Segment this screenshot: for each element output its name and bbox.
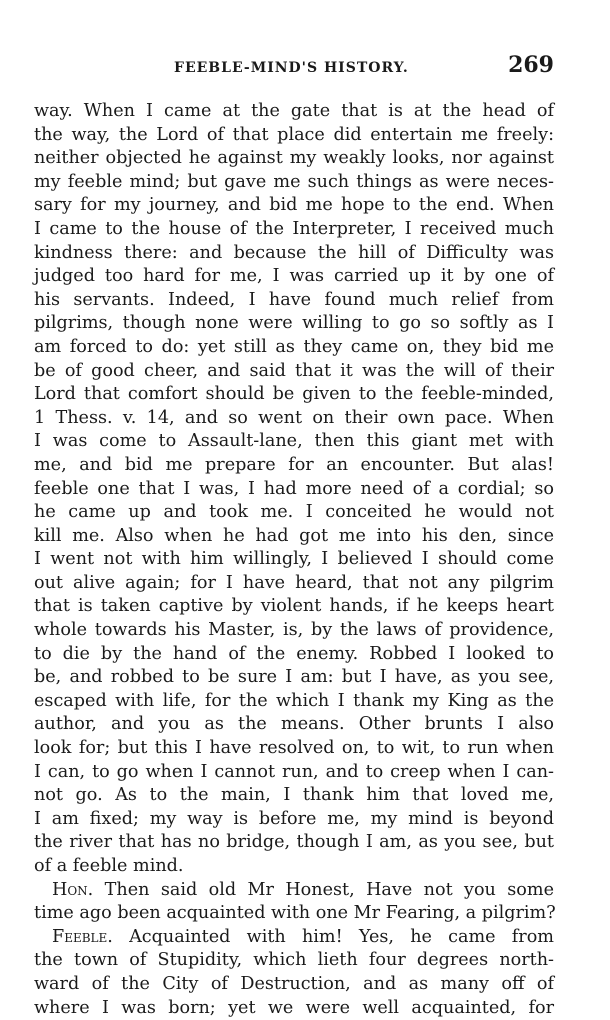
- text-line: [34, 926, 554, 950]
- line-text: the town of Stupidity, which lieth four degrees north-: [34, 950, 554, 971]
- line-text: me, and bid me prepare for an encounter. But alas!: [34, 454, 554, 475]
- text-line: [34, 407, 554, 431]
- text-line: [34, 501, 554, 525]
- line-text: where I was born; yet we were well acquainted, for: [34, 997, 554, 1018]
- text-line: [34, 147, 554, 171]
- line-text: Then said old Mr Honest, Have not you some: [93, 879, 554, 900]
- line-text: time ago been acquainted with one Mr Fearing, a pilgrim?: [34, 903, 556, 924]
- speaker-label: Hon.: [52, 879, 94, 900]
- text-line: [34, 973, 554, 997]
- text-line: [34, 430, 554, 454]
- line-text: I went not with him willingly, I believed I should come: [34, 549, 554, 570]
- text-line: [34, 666, 554, 690]
- line-text: whole towards his Master, is, by the laws of providence,: [34, 620, 554, 641]
- text-line: [34, 595, 554, 619]
- line-text: of a feeble mind.: [34, 856, 184, 876]
- line-text: out alive again; for I have heard, that not any pilgrim: [34, 572, 554, 593]
- line-text: way. When I came at the gate that is at the head of: [34, 101, 554, 121]
- line-text: author, and you as the means. Other brunts I also: [34, 714, 554, 735]
- text-line: [34, 737, 554, 761]
- line-text: I came to the house of the Interpreter, I received much: [34, 218, 554, 239]
- line-text: Acquainted with him! Yes, he came from: [112, 926, 554, 947]
- text-line: [34, 690, 554, 714]
- line-text: I am fixed; my way is before me, my mind is beyond: [34, 808, 554, 829]
- line-text: that is taken captive by violent hands, if he keeps heart: [34, 596, 554, 617]
- line-text: look for; but this I have resolved on, to wit, to run when: [34, 738, 554, 759]
- text-line: [34, 548, 554, 572]
- body-text: [34, 100, 554, 1020]
- text-line: [34, 855, 554, 879]
- text-line: [34, 360, 554, 384]
- speaker-label: Feeble.: [52, 926, 113, 947]
- text-line: [34, 879, 554, 903]
- line-text: be of good cheer, and said that it was the will of their: [34, 360, 554, 381]
- text-line: [34, 336, 554, 360]
- page-header: [34, 52, 554, 86]
- text-line: [34, 831, 554, 855]
- text-line: [34, 949, 554, 973]
- running-head: FEEBLE-MIND'S HISTORY.: [174, 60, 409, 76]
- text-line: [34, 289, 554, 313]
- text-line: [34, 242, 554, 266]
- text-line: [34, 808, 554, 832]
- text-line: [34, 619, 554, 643]
- line-text: kill me. Also when he had got me into his den, since: [34, 525, 554, 546]
- text-line: [34, 265, 554, 289]
- text-line: [34, 218, 554, 242]
- line-text: I was come to Assault-lane, then this giant met with: [34, 431, 554, 452]
- text-line: [34, 572, 554, 596]
- line-text: not go. As to the main, I thank him that loved me,: [34, 785, 554, 806]
- text-line: [34, 100, 554, 124]
- line-text: ward of the City of Destruction, and as many off of: [34, 973, 554, 994]
- line-text: Lord that comfort should be given to the feeble-minded,: [34, 384, 554, 405]
- line-text: sary for my journey, and bid me hope to the end. When: [34, 195, 554, 216]
- line-text: he came up and took me. I conceited he would not: [34, 502, 554, 523]
- line-text: feeble one that I was, I had more need of a cordial; so: [34, 478, 554, 499]
- line-text: be, and robbed to be sure I am: but I have, as you see,: [34, 667, 554, 688]
- page-number: 269: [508, 52, 554, 78]
- line-text: to die by the hand of the enemy. Robbed I looked to: [34, 643, 554, 664]
- text-line: [34, 643, 554, 667]
- line-text: the way, the Lord of that place did entertain me freely:: [34, 124, 554, 145]
- text-line: [34, 383, 554, 407]
- text-line: [34, 525, 554, 549]
- text-line: [34, 454, 554, 478]
- line-text: pilgrims, though none were willing to go so softly as I: [34, 313, 554, 334]
- line-text: judged too hard for me, I was carried up it by one of: [34, 266, 554, 287]
- line-text: his servants. Indeed, I have found much relief from: [34, 289, 554, 310]
- text-line: [34, 784, 554, 808]
- text-line: [34, 312, 554, 336]
- text-line: [34, 478, 554, 502]
- line-text: my feeble mind; but gave me such things as were neces-: [34, 171, 554, 192]
- text-line: [34, 902, 554, 926]
- text-line: [34, 761, 554, 785]
- text-line: [34, 124, 554, 148]
- text-line: [34, 194, 554, 218]
- line-text: kindness there: and because the hill of Difficulty was: [34, 242, 554, 263]
- line-text: escaped with life, for the which I thank my King as the: [34, 690, 554, 711]
- line-text: 1 Thess. v. 14, and so went on their own pace. When: [34, 407, 554, 428]
- text-line: [34, 713, 554, 737]
- line-text: the river that has no bridge, though I am, as you see, but: [34, 832, 554, 853]
- line-text: I can, to go when I cannot run, and to creep when I can-: [34, 761, 554, 782]
- text-line: [34, 997, 554, 1020]
- line-text: neither objected he against my weakly looks, nor against: [34, 148, 554, 169]
- text-line: [34, 171, 554, 195]
- line-text: am forced to do: yet still as they came on, they bid me: [34, 336, 554, 357]
